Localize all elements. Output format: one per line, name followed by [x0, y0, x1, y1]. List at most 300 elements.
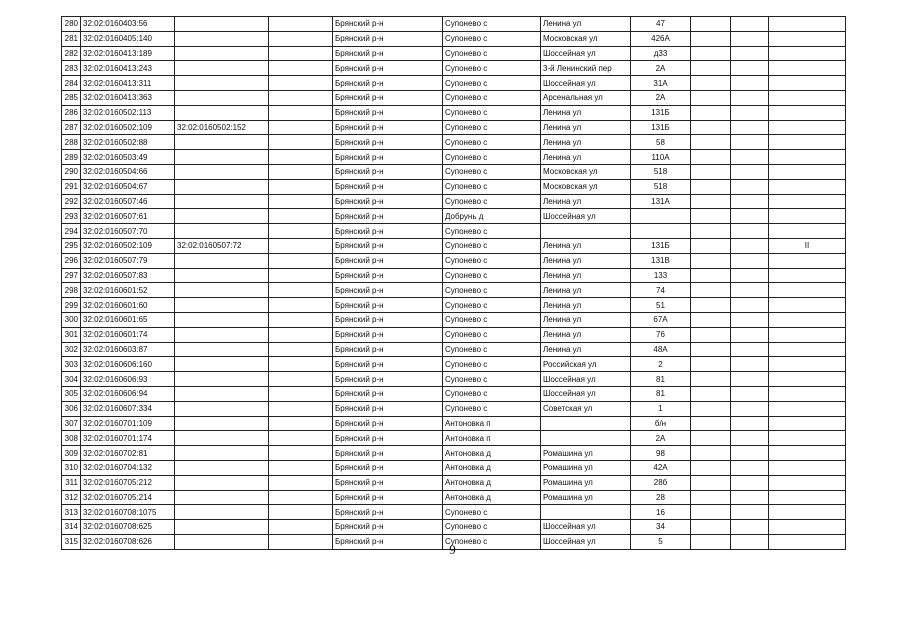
cell-street: Российская ул	[541, 357, 631, 372]
table-row	[62, 401, 846, 416]
cell-settlement: Супонево с	[443, 120, 541, 135]
cell-row-number: 315	[62, 534, 81, 549]
cell-linked-cadastral-number	[175, 46, 269, 61]
cell-cadastral-number: 32:02:0160502:109	[81, 120, 175, 135]
cell-linked-cadastral-number	[175, 490, 269, 505]
cell-house-number: 58	[631, 135, 691, 150]
cell-linked-cadastral-number	[175, 446, 269, 461]
cell-note	[769, 164, 846, 179]
cell-street: Московская ул	[541, 179, 631, 194]
table-row	[62, 31, 846, 46]
cell-extra-column-1	[691, 120, 731, 135]
cell-empty-column	[269, 490, 333, 505]
cell-linked-cadastral-number	[175, 17, 269, 32]
cell-note	[769, 76, 846, 91]
cell-linked-cadastral-number	[175, 327, 269, 342]
cell-cadastral-number: 32:02:0160502:113	[81, 105, 175, 120]
cell-extra-column-1	[691, 164, 731, 179]
cell-row-number: 294	[62, 224, 81, 239]
cell-row-number: 300	[62, 312, 81, 327]
table-row	[62, 194, 846, 209]
cell-extra-column-1	[691, 312, 731, 327]
cell-row-number: 296	[62, 253, 81, 268]
table-row	[62, 460, 846, 475]
cell-row-number: 295	[62, 238, 81, 253]
cell-row-number: 281	[62, 31, 81, 46]
cell-row-number: 303	[62, 357, 81, 372]
cell-note	[769, 505, 846, 520]
cell-house-number: 76	[631, 327, 691, 342]
cell-street: Ромашина ул	[541, 475, 631, 490]
cell-street: Ромашина ул	[541, 490, 631, 505]
cell-settlement: Супонево с	[443, 534, 541, 549]
cell-empty-column	[269, 446, 333, 461]
cell-street	[541, 505, 631, 520]
cell-street: Шоссейная ул	[541, 76, 631, 91]
cell-cadastral-number: 32:02:0160701:174	[81, 431, 175, 446]
cell-cadastral-number: 32:02:0160601:65	[81, 312, 175, 327]
cell-settlement: Супонево с	[443, 253, 541, 268]
cell-linked-cadastral-number	[175, 460, 269, 475]
cell-district: Брянский р-н	[333, 520, 443, 535]
cell-extra-column-2	[731, 520, 769, 535]
cell-extra-column-2	[731, 17, 769, 32]
cell-note	[769, 179, 846, 194]
table-row	[62, 253, 846, 268]
cell-note	[769, 342, 846, 357]
cell-house-number: 518	[631, 164, 691, 179]
cell-house-number: 81	[631, 386, 691, 401]
cell-cadastral-number: 32:02:0160601:60	[81, 298, 175, 313]
cell-house-number: 31А	[631, 76, 691, 91]
table-row	[62, 283, 846, 298]
cell-house-number: 131Б	[631, 238, 691, 253]
cell-extra-column-2	[731, 209, 769, 224]
cell-row-number: 282	[62, 46, 81, 61]
cell-extra-column-1	[691, 17, 731, 32]
cell-row-number: 283	[62, 61, 81, 76]
cell-settlement: Антоновка д	[443, 446, 541, 461]
cell-linked-cadastral-number	[175, 312, 269, 327]
cell-row-number: 290	[62, 164, 81, 179]
table-row	[62, 120, 846, 135]
cell-empty-column	[269, 401, 333, 416]
cell-settlement: Антоновка п	[443, 416, 541, 431]
cell-district: Брянский р-н	[333, 135, 443, 150]
cell-extra-column-1	[691, 460, 731, 475]
cell-extra-column-2	[731, 150, 769, 165]
cell-extra-column-1	[691, 105, 731, 120]
cell-cadastral-number: 32:02:0160705:212	[81, 475, 175, 490]
cell-settlement: Супонево с	[443, 105, 541, 120]
cell-row-number: 310	[62, 460, 81, 475]
cell-extra-column-2	[731, 253, 769, 268]
cell-cadastral-number: 32:02:0160507:79	[81, 253, 175, 268]
cell-note	[769, 268, 846, 283]
cell-settlement: Супонево с	[443, 76, 541, 91]
cell-street: Ромашина ул	[541, 460, 631, 475]
cell-street: Ромашина ул	[541, 446, 631, 461]
cell-district: Брянский р-н	[333, 194, 443, 209]
cell-cadastral-number: 32:02:0160507:46	[81, 194, 175, 209]
cell-cadastral-number: 32:02:0160403:56	[81, 17, 175, 32]
cell-house-number: 51	[631, 298, 691, 313]
cell-house-number: 81	[631, 372, 691, 387]
cell-house-number	[631, 224, 691, 239]
cell-settlement: Антоновка д	[443, 460, 541, 475]
cell-note	[769, 61, 846, 76]
cell-house-number: 1	[631, 401, 691, 416]
table-row	[62, 17, 846, 32]
cell-settlement: Супонево с	[443, 238, 541, 253]
cell-street: Шоссейная ул	[541, 209, 631, 224]
cell-row-number: 308	[62, 431, 81, 446]
cell-note	[769, 105, 846, 120]
cell-extra-column-2	[731, 416, 769, 431]
cell-cadastral-number: 32:02:0160606:94	[81, 386, 175, 401]
cell-house-number: 42А	[631, 460, 691, 475]
cell-settlement: Супонево с	[443, 505, 541, 520]
cell-linked-cadastral-number	[175, 209, 269, 224]
cell-street: Советская ул	[541, 401, 631, 416]
cell-district: Брянский р-н	[333, 120, 443, 135]
cell-extra-column-2	[731, 135, 769, 150]
cell-district: Брянский р-н	[333, 534, 443, 549]
cell-cadastral-number: 32:02:0160606:93	[81, 372, 175, 387]
cell-cadastral-number: 32:02:0160702:81	[81, 446, 175, 461]
cell-street: Ленина ул	[541, 135, 631, 150]
cell-empty-column	[269, 431, 333, 446]
cell-street: Шоссейная ул	[541, 520, 631, 535]
cell-empty-column	[269, 327, 333, 342]
cell-house-number: 2	[631, 357, 691, 372]
cell-row-number: 307	[62, 416, 81, 431]
cell-empty-column	[269, 386, 333, 401]
cell-extra-column-2	[731, 283, 769, 298]
cell-district: Брянский р-н	[333, 401, 443, 416]
cell-linked-cadastral-number	[175, 505, 269, 520]
table-body	[62, 17, 846, 550]
cell-extra-column-1	[691, 401, 731, 416]
cell-cadastral-number: 32:02:0160504:67	[81, 179, 175, 194]
cell-empty-column	[269, 61, 333, 76]
cell-row-number: 284	[62, 76, 81, 91]
cell-row-number: 305	[62, 386, 81, 401]
cell-cadastral-number: 32:02:0160601:52	[81, 283, 175, 298]
cell-house-number: 47	[631, 17, 691, 32]
cell-district: Брянский р-н	[333, 490, 443, 505]
cell-settlement: Супонево с	[443, 90, 541, 105]
cell-settlement: Супонево с	[443, 386, 541, 401]
cell-empty-column	[269, 460, 333, 475]
cell-note	[769, 150, 846, 165]
cell-district: Брянский р-н	[333, 416, 443, 431]
cell-note: II	[769, 238, 846, 253]
cell-extra-column-2	[731, 342, 769, 357]
cell-linked-cadastral-number: 32:02:0160507:72	[175, 238, 269, 253]
cell-note	[769, 357, 846, 372]
cell-extra-column-2	[731, 120, 769, 135]
cell-district: Брянский р-н	[333, 90, 443, 105]
cell-linked-cadastral-number	[175, 164, 269, 179]
cell-note	[769, 475, 846, 490]
cell-note	[769, 312, 846, 327]
cell-note	[769, 46, 846, 61]
cell-settlement: Супонево с	[443, 357, 541, 372]
cell-district: Брянский р-н	[333, 268, 443, 283]
cell-district: Брянский р-н	[333, 460, 443, 475]
cell-extra-column-2	[731, 490, 769, 505]
cell-linked-cadastral-number	[175, 386, 269, 401]
table-row	[62, 164, 846, 179]
cell-house-number: 133	[631, 268, 691, 283]
cell-row-number: 313	[62, 505, 81, 520]
cell-district: Брянский р-н	[333, 31, 443, 46]
cell-note	[769, 194, 846, 209]
table-row	[62, 431, 846, 446]
cell-house-number: д33	[631, 46, 691, 61]
cell-linked-cadastral-number	[175, 475, 269, 490]
cell-street: Московская ул	[541, 31, 631, 46]
cell-note	[769, 17, 846, 32]
cell-linked-cadastral-number	[175, 357, 269, 372]
cell-street: Ленина ул	[541, 105, 631, 120]
cell-note	[769, 431, 846, 446]
table-row	[62, 209, 846, 224]
cell-linked-cadastral-number	[175, 268, 269, 283]
cell-extra-column-1	[691, 446, 731, 461]
cell-district: Брянский р-н	[333, 372, 443, 387]
cell-extra-column-1	[691, 298, 731, 313]
cell-extra-column-2	[731, 164, 769, 179]
cell-extra-column-1	[691, 268, 731, 283]
cell-district: Брянский р-н	[333, 105, 443, 120]
cell-district: Брянский р-н	[333, 312, 443, 327]
cell-row-number: 292	[62, 194, 81, 209]
cell-extra-column-1	[691, 194, 731, 209]
cell-extra-column-1	[691, 224, 731, 239]
page-number: 9	[449, 542, 456, 557]
cell-extra-column-1	[691, 475, 731, 490]
cell-linked-cadastral-number	[175, 31, 269, 46]
cell-extra-column-1	[691, 505, 731, 520]
table-row	[62, 505, 846, 520]
table-row	[62, 90, 846, 105]
cell-cadastral-number: 32:02:0160606:160	[81, 357, 175, 372]
cell-extra-column-2	[731, 224, 769, 239]
cell-empty-column	[269, 475, 333, 490]
cell-empty-column	[269, 164, 333, 179]
table-row	[62, 327, 846, 342]
cell-row-number: 312	[62, 490, 81, 505]
cell-settlement: Супонево с	[443, 312, 541, 327]
cell-row-number: 291	[62, 179, 81, 194]
cell-note	[769, 446, 846, 461]
cell-settlement: Супонево с	[443, 401, 541, 416]
cell-extra-column-1	[691, 150, 731, 165]
cell-extra-column-1	[691, 357, 731, 372]
cell-empty-column	[269, 90, 333, 105]
table-row	[62, 135, 846, 150]
cell-district: Брянский р-н	[333, 386, 443, 401]
cell-street: Московская ул	[541, 164, 631, 179]
cell-note	[769, 224, 846, 239]
cell-district: Брянский р-н	[333, 298, 443, 313]
cell-empty-column	[269, 105, 333, 120]
cell-note	[769, 283, 846, 298]
cell-district: Брянский р-н	[333, 327, 443, 342]
cell-cadastral-number: 32:02:0160413:311	[81, 76, 175, 91]
cell-empty-column	[269, 209, 333, 224]
table-row	[62, 520, 846, 535]
cell-street: Ленина ул	[541, 342, 631, 357]
cell-empty-column	[269, 120, 333, 135]
cell-house-number: 98	[631, 446, 691, 461]
cell-house-number: 67А	[631, 312, 691, 327]
cell-linked-cadastral-number	[175, 90, 269, 105]
cell-house-number: 74	[631, 283, 691, 298]
cell-extra-column-1	[691, 135, 731, 150]
cell-house-number: 16	[631, 505, 691, 520]
cell-street: Ленина ул	[541, 238, 631, 253]
cell-row-number: 287	[62, 120, 81, 135]
cell-settlement: Супонево с	[443, 372, 541, 387]
cell-extra-column-1	[691, 372, 731, 387]
cell-extra-column-2	[731, 386, 769, 401]
cell-extra-column-2	[731, 431, 769, 446]
cell-district: Брянский р-н	[333, 17, 443, 32]
cell-settlement: Супонево с	[443, 327, 541, 342]
cell-extra-column-1	[691, 431, 731, 446]
cell-linked-cadastral-number	[175, 416, 269, 431]
cell-extra-column-2	[731, 312, 769, 327]
cell-row-number: 280	[62, 17, 81, 32]
cell-settlement: Супонево с	[443, 61, 541, 76]
cell-street: Ленина ул	[541, 268, 631, 283]
cell-extra-column-2	[731, 61, 769, 76]
cell-cadastral-number: 32:02:0160504:66	[81, 164, 175, 179]
cell-linked-cadastral-number	[175, 135, 269, 150]
cell-street	[541, 224, 631, 239]
cell-settlement: Супонево с	[443, 268, 541, 283]
cell-linked-cadastral-number	[175, 342, 269, 357]
cell-extra-column-2	[731, 372, 769, 387]
cell-extra-column-1	[691, 490, 731, 505]
cell-house-number: 48А	[631, 342, 691, 357]
cell-settlement: Добрунь д	[443, 209, 541, 224]
cell-district: Брянский р-н	[333, 46, 443, 61]
cell-empty-column	[269, 342, 333, 357]
cell-district: Брянский р-н	[333, 342, 443, 357]
cell-settlement: Супонево с	[443, 194, 541, 209]
cell-extra-column-1	[691, 31, 731, 46]
cell-cadastral-number: 32:02:0160413:189	[81, 46, 175, 61]
cell-extra-column-2	[731, 90, 769, 105]
cell-district: Брянский р-н	[333, 61, 443, 76]
cell-extra-column-1	[691, 179, 731, 194]
cell-linked-cadastral-number	[175, 372, 269, 387]
cell-row-number: 306	[62, 401, 81, 416]
cell-settlement: Супонево с	[443, 31, 541, 46]
cell-note	[769, 490, 846, 505]
cell-extra-column-2	[731, 505, 769, 520]
cell-house-number	[631, 209, 691, 224]
cell-extra-column-2	[731, 76, 769, 91]
cell-linked-cadastral-number	[175, 61, 269, 76]
cell-district: Брянский р-н	[333, 238, 443, 253]
cell-street	[541, 416, 631, 431]
table-row	[62, 76, 846, 91]
cell-extra-column-1	[691, 253, 731, 268]
cell-settlement: Антоновка д	[443, 490, 541, 505]
cell-linked-cadastral-number	[175, 253, 269, 268]
cell-empty-column	[269, 357, 333, 372]
cell-street: Ленина ул	[541, 253, 631, 268]
cell-row-number: 302	[62, 342, 81, 357]
cell-linked-cadastral-number	[175, 520, 269, 535]
cell-empty-column	[269, 150, 333, 165]
cell-cadastral-number: 32:02:0160507:70	[81, 224, 175, 239]
cell-district: Брянский р-н	[333, 357, 443, 372]
cell-cadastral-number: 32:02:0160607:334	[81, 401, 175, 416]
table-row	[62, 357, 846, 372]
table-row	[62, 416, 846, 431]
cell-house-number: 518	[631, 179, 691, 194]
cell-extra-column-1	[691, 61, 731, 76]
cell-row-number: 286	[62, 105, 81, 120]
cell-district: Брянский р-н	[333, 253, 443, 268]
cell-empty-column	[269, 505, 333, 520]
cell-cadastral-number: 32:02:0160704:132	[81, 460, 175, 475]
cell-district: Брянский р-н	[333, 283, 443, 298]
cell-street: Шоссейная ул	[541, 534, 631, 549]
cell-cadastral-number: 32:02:0160507:83	[81, 268, 175, 283]
cell-cadastral-number: 32:02:0160708:1075	[81, 505, 175, 520]
cell-note	[769, 372, 846, 387]
cell-note	[769, 460, 846, 475]
cell-settlement: Супонево с	[443, 46, 541, 61]
cell-street: Ленина ул	[541, 298, 631, 313]
cell-row-number: 297	[62, 268, 81, 283]
cell-district: Брянский р-н	[333, 446, 443, 461]
cell-note	[769, 327, 846, 342]
cell-extra-column-1	[691, 283, 731, 298]
table-row	[62, 105, 846, 120]
cell-linked-cadastral-number	[175, 179, 269, 194]
cell-linked-cadastral-number	[175, 194, 269, 209]
cell-house-number: 2А	[631, 431, 691, 446]
cell-empty-column	[269, 238, 333, 253]
table-row	[62, 312, 846, 327]
cell-settlement: Антоновка п	[443, 431, 541, 446]
cell-settlement: Супонево с	[443, 135, 541, 150]
cell-row-number: 304	[62, 372, 81, 387]
cell-extra-column-1	[691, 386, 731, 401]
cell-extra-column-1	[691, 209, 731, 224]
cell-district: Брянский р-н	[333, 505, 443, 520]
table-row	[62, 372, 846, 387]
table-row	[62, 46, 846, 61]
table-row	[62, 179, 846, 194]
cell-note	[769, 31, 846, 46]
cell-empty-column	[269, 520, 333, 535]
cell-extra-column-2	[731, 401, 769, 416]
cell-note	[769, 401, 846, 416]
cell-empty-column	[269, 224, 333, 239]
cell-note	[769, 298, 846, 313]
cell-cadastral-number: 32:02:0160507:61	[81, 209, 175, 224]
cell-house-number: 426А	[631, 31, 691, 46]
